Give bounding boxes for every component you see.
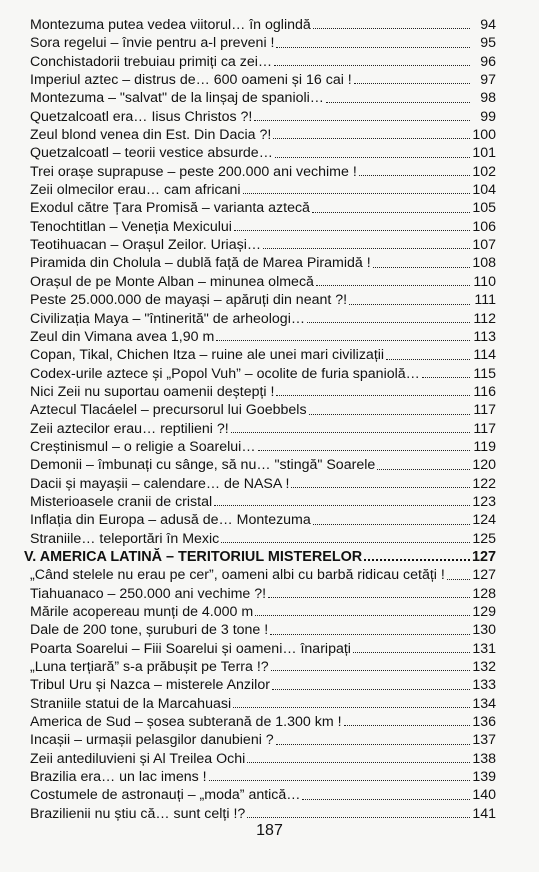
toc-entry <box>30 750 496 768</box>
dot-leader <box>268 596 470 598</box>
dot-leader <box>312 211 470 213</box>
toc-entry <box>30 89 496 107</box>
toc-entry <box>30 438 496 456</box>
dot-leader <box>422 376 470 378</box>
toc-entry-title: Quetzalcoatl era… Iisus Christos ?! <box>30 108 253 125</box>
toc-entry-page: 128 <box>472 585 496 602</box>
dot-leader <box>313 27 470 29</box>
dot-leader <box>234 229 470 231</box>
toc-entry-title: Incașii – urmașii pelasgilor danubieni ? <box>30 732 274 749</box>
toc-entry-title: Mările acopereau munți de 4.000 m <box>30 604 254 620</box>
toc-entry-page: 94 <box>480 17 496 33</box>
toc-entry <box>30 126 496 144</box>
dot-leader <box>373 266 470 268</box>
dot-leader <box>276 743 470 745</box>
dot-leader <box>386 358 470 360</box>
toc-entry-page: 110 <box>473 273 496 290</box>
toc-entry-page: 114 <box>473 347 496 364</box>
toc-entry <box>30 603 496 621</box>
toc-entry <box>30 511 496 529</box>
toc-entry-title: Aztecul Tlacáelel – precursorul lui Goebbels <box>30 402 307 419</box>
toc-entry <box>30 273 496 291</box>
toc-entry <box>30 768 496 786</box>
toc-entry-title: Zeii olmecilor erau… cam africani <box>30 182 241 199</box>
toc-entry <box>30 16 496 34</box>
toc-entry-title: Brazilienii nu știu că… sunt celți !? <box>30 805 246 822</box>
toc-entry-title: Nici Zeii nu suportau oamenii deștepți ! <box>30 383 275 400</box>
toc-entry <box>30 621 496 639</box>
dot-leader <box>274 64 470 66</box>
toc-entry <box>30 181 496 199</box>
dot-leader <box>276 394 470 396</box>
toc-entry-page: 141 <box>472 805 496 822</box>
toc-entry-page: 138 <box>472 750 496 767</box>
toc-entry-title: Exodul către Țara Promisă – varianta aztecă <box>30 200 310 217</box>
toc-entry-page: 132 <box>472 659 496 676</box>
toc-entry-title: America de Sud – șosea subterană de 1.300 km ! <box>30 714 342 731</box>
toc-entry-page: 112 <box>473 310 496 327</box>
dot-leader <box>221 541 470 543</box>
dot-leader <box>270 633 470 635</box>
toc-entry-page: 125 <box>472 530 496 547</box>
toc-entry-page: 100 <box>472 127 496 144</box>
dot-leader <box>263 247 470 249</box>
dot-leader <box>344 724 470 726</box>
dot-leader <box>326 101 470 103</box>
toc-entry-page: 115 <box>473 365 496 382</box>
dot-leader <box>214 504 470 506</box>
toc-entry-title: Inflația din Europa – adusă de… Montezuma <box>30 512 311 529</box>
dot-leader <box>354 82 470 84</box>
toc-entry <box>30 676 496 694</box>
toc-entry-page: 136 <box>472 714 496 731</box>
toc-entry-title: Quetzalcoatl – teorii vestice absurde… <box>30 145 273 162</box>
toc-entry-title: Trei orașe suprapuse – peste 200.000 ani vechime ! <box>30 163 357 180</box>
toc-entry <box>30 786 496 804</box>
toc-entry-title: Tenochtitlan – Veneția Mexicului <box>30 218 232 235</box>
dot-leader <box>273 137 470 139</box>
toc-entry-page: 104 <box>472 182 496 199</box>
dot-leader <box>272 688 470 690</box>
toc-entry-title: Peste 25.000.000 de mayași – apăruți din neant ?! <box>30 292 348 309</box>
toc-entry <box>30 310 496 328</box>
toc-entry-title: Montezuma – "salvat" de la linșaj de spanioli… <box>30 90 324 107</box>
toc-entry <box>30 695 496 713</box>
toc-entry-page: 107 <box>472 237 496 254</box>
dot-leader <box>247 816 470 818</box>
toc-entry-page: 133 <box>472 677 496 694</box>
dot-leader <box>254 119 470 121</box>
toc-entry-title: Costumele de astronauți – „moda” antică… <box>30 787 301 804</box>
toc-entry-title: Montezuma putea vedea viitorul… în oglindă <box>30 17 311 33</box>
dot-leader <box>377 468 470 470</box>
toc-entry-title: Tribul Uru și Nazca – misterele Anzilor <box>30 677 270 694</box>
toc-entry <box>30 328 496 346</box>
dot-leader <box>291 486 470 488</box>
toc-entry-title: Zeul blond venea din Est. Din Dacia ?! <box>30 127 272 144</box>
toc-entry-page: 96 <box>480 53 496 70</box>
toc-entry <box>30 218 496 236</box>
toc-entry-title: Straniile… teleportări în Mexic <box>30 530 220 547</box>
dot-leader <box>309 413 470 415</box>
dot-leader <box>233 706 470 708</box>
dot-leader <box>353 651 470 653</box>
toc-entry <box>30 493 496 511</box>
toc-entry-title: Teotihuacan – Orașul Zeilor. Uriași… <box>30 237 262 254</box>
page-number: 187 <box>256 822 283 839</box>
toc-entry <box>30 108 496 126</box>
toc-entry-title: Sora regelui – învie pentru a-l preveni ! <box>30 35 275 52</box>
toc-entry-page: 106 <box>472 218 496 235</box>
toc-entry-title: Dacii și mayașii – calendare… de NASA ! <box>30 475 290 492</box>
toc-entry-page: 140 <box>472 787 496 804</box>
toc-entry <box>30 346 496 364</box>
toc-entry-page: 99 <box>480 108 496 125</box>
toc-entry-page: 95 <box>480 35 496 52</box>
toc-entry <box>30 805 496 823</box>
toc-entry-title: Brazilia era… un lac imens ! <box>30 769 207 786</box>
toc-entry <box>30 163 496 181</box>
toc-entry-title: Zeii antediluvieni și Al Treilea Ochi <box>30 750 246 767</box>
toc-entry-title: Conchistadorii trebuiau primiți ca zei… <box>30 53 273 70</box>
toc-entry-title: Poarta Soarelui – Fiii Soarelui și oameni… înaripați <box>30 640 351 657</box>
toc-entry <box>30 365 496 383</box>
dot-leader <box>258 449 470 451</box>
toc-entry-title: Zeii aztecilor erau… reptilieni ?! <box>30 420 229 437</box>
toc-entry-title: „Luna terțiară” s-a prăbușit pe Terra !? <box>30 659 269 676</box>
toc-entry-page: 111 <box>474 292 496 309</box>
toc-entry-page: 116 <box>473 383 496 400</box>
toc-entry-title: V. AMERICA LATINĂ – TERITORIUL MISTERELOR <box>24 548 363 565</box>
toc-entry-page: 105 <box>472 200 496 217</box>
toc-entry-title: Straniile statui de la Marcahuasi <box>30 695 232 712</box>
toc-entry-page: 129 <box>472 604 496 620</box>
toc-entry-page: 102 <box>472 163 496 180</box>
toc-entry-title: Dale de 200 tone, șuruburi de 3 tone ! <box>30 622 269 639</box>
toc-entry-page: 101 <box>472 145 496 162</box>
dot-leader <box>359 174 470 176</box>
toc-entry-page: 113 <box>473 328 496 345</box>
toc-entry-page: 119 <box>473 438 496 455</box>
toc-entry-title: Imperiul aztec – distrus de… 600 oameni și 16 cai ! <box>30 72 352 89</box>
toc-entry-page: 120 <box>472 457 496 474</box>
toc-entry <box>30 254 496 272</box>
dot-leader <box>247 761 470 763</box>
toc-entry-title: Zeul din Vimana avea 1,90 m <box>30 328 215 345</box>
toc-section-heading <box>24 548 496 566</box>
toc-entry <box>30 236 496 254</box>
dot-leader <box>313 523 470 525</box>
toc-entry <box>30 144 496 162</box>
toc-entry <box>30 383 496 401</box>
toc-entry-page: 97 <box>480 72 496 89</box>
toc-entry <box>30 713 496 731</box>
toc-entry-title: Codex-urile aztece și „Popol Vuh” – ocolite de furia spaniolă… <box>30 365 420 382</box>
toc-entry <box>30 456 496 474</box>
toc-entry-page: 127 <box>471 548 496 565</box>
dot-leader <box>349 303 470 305</box>
toc-entry-title: Civilizația Maya – "întinerită" de arheologi… <box>30 310 306 327</box>
toc-entry <box>30 420 496 438</box>
toc-entry-page: 134 <box>472 695 496 712</box>
toc-entry <box>30 566 496 584</box>
toc-entry-page: 117 <box>473 420 496 437</box>
dot-leader <box>276 46 470 48</box>
dot-leader <box>255 614 470 616</box>
toc-entry-page: 131 <box>472 640 496 657</box>
dot-leader <box>209 779 470 781</box>
dot-leader <box>271 669 470 671</box>
toc-entry-title: Tiahuanaco – 250.000 ani vechime ?! <box>30 585 267 602</box>
toc-entry-page: 139 <box>472 769 496 786</box>
toc-entry-page: 108 <box>472 255 496 272</box>
toc-entry-page: 98 <box>480 90 496 107</box>
toc-entry-title: Creștinismul – o religie a Soarelui… <box>30 438 256 455</box>
toc-entry-page: 123 <box>472 493 496 510</box>
toc-entry-title: Piramida din Cholula – dublă față de Marea Piramidă ! <box>30 255 371 272</box>
dot-leader <box>216 339 470 341</box>
toc-entry-page: 117 <box>473 402 496 419</box>
dot-leader <box>231 431 470 433</box>
dot-leader <box>275 156 470 158</box>
toc-entry <box>30 585 496 603</box>
toc-entry <box>30 475 496 493</box>
toc-entry-title: Demonii – îmbunați cu sânge, să nu… "stingă" Soarele <box>30 457 376 474</box>
toc-entry-page: 124 <box>472 512 496 529</box>
toc-entry <box>30 640 496 658</box>
dot-leader <box>243 192 470 194</box>
toc-entry <box>30 731 496 749</box>
toc-entry-title: Misterioasele cranii de cristal <box>30 493 213 510</box>
toc-entry <box>30 199 496 217</box>
toc-entry-title: Copan, Tikal, Chichen Itza – ruine ale unei mari civilizații <box>30 347 385 364</box>
toc-entry-title: Orașul de pe Monte Alban – minunea olmecă <box>30 273 314 290</box>
dot-leader <box>447 578 470 580</box>
toc-entry <box>30 53 496 71</box>
toc-entry <box>30 71 496 89</box>
toc-entry-page: 122 <box>472 475 496 492</box>
toc-entry <box>30 291 496 309</box>
toc-entry-page: 130 <box>472 622 496 639</box>
toc-entry-title: „Când stelele nu erau pe cer”, oameni albi cu barbă ridicau cetăți ! <box>30 567 445 584</box>
dot-leader <box>364 558 470 561</box>
toc-entry <box>30 530 496 548</box>
toc-entry-page: 127 <box>472 567 496 584</box>
toc-entry <box>30 34 496 52</box>
toc-entry-page: 137 <box>472 732 496 749</box>
toc-entry <box>30 401 496 419</box>
dot-leader <box>316 284 470 286</box>
table-of-contents <box>24 16 496 823</box>
toc-entry <box>30 658 496 676</box>
dot-leader <box>302 798 470 800</box>
dot-leader <box>307 321 470 323</box>
